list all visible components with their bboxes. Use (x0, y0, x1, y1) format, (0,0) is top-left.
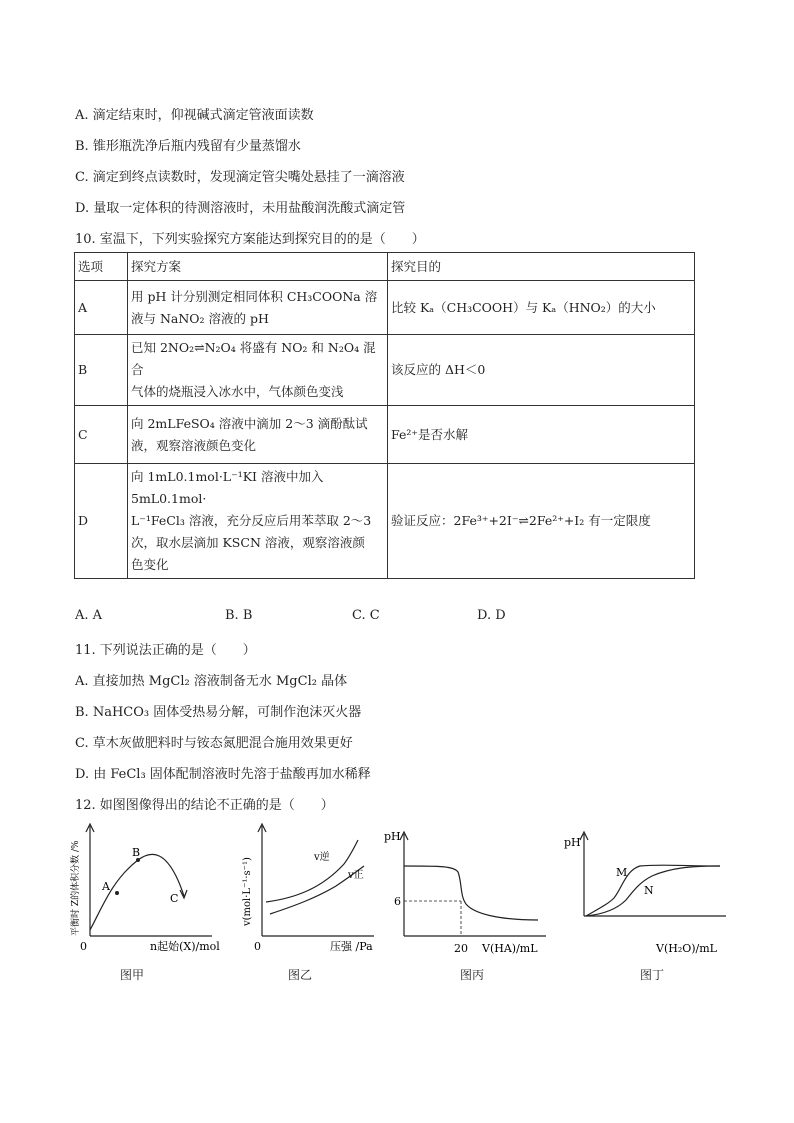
table-row (75, 281, 695, 335)
q10-choice-b: B. B (225, 608, 253, 623)
label-c: C (170, 892, 179, 905)
row-c-purpose: Fe²⁺是否水解 (388, 406, 695, 464)
graph-bing (380, 826, 560, 958)
origin-label: 0 (254, 940, 261, 953)
label-a: A (102, 880, 110, 893)
row-b-purpose: 该反应的 ΔH＜0 (388, 335, 695, 406)
curve-v-ni-label: v逆 (314, 852, 330, 863)
origin-label: 0 (80, 940, 87, 953)
q11-option-b: B. NaHCO₃ 固体受热易分解，可制作泡沫灭火器 (75, 705, 362, 720)
x-axis-label: 压强 /Pa (330, 940, 373, 953)
graph-yi (236, 818, 386, 958)
table-row (75, 406, 695, 464)
q9-option-a: A. 滴定结束时，仰视碱式滴定管液面读数 (75, 108, 314, 123)
q10-choice-d: D. D (477, 608, 506, 623)
q11-stem: 11. 下列说法正确的是（ ） (75, 643, 256, 658)
x-axis-label: n起始(X)/mol (150, 940, 220, 953)
row-c-option: C (75, 406, 128, 464)
x-axis-label: V(HA)/mL (482, 942, 538, 955)
row-a-plan (128, 281, 388, 335)
q10-choice-a: A. A (75, 608, 103, 623)
label-b: B (132, 846, 141, 859)
header-purpose: 探究目的 (388, 253, 695, 281)
row-d-purpose: 验证反应：2Fe³⁺+2I⁻⇌2Fe²⁺+I₂ 有一定限度 (388, 464, 695, 579)
y-tick-6: 6 (394, 895, 401, 908)
caption-yi: 图乙 (288, 968, 313, 982)
point-a (115, 891, 119, 895)
graph-ding (560, 826, 740, 958)
table-row (75, 464, 695, 579)
caption-jia: 图甲 (120, 968, 145, 982)
q9-option-b: B. 锥形瓶洗净后瓶内残留有少量蒸馏水 (75, 139, 301, 154)
curve-n-label: N (644, 884, 654, 897)
y-axis-label: pH (564, 836, 581, 849)
x-axis-label: V(H₂O)/mL (656, 942, 717, 955)
plan-line: 次，取水层滴加 KSCN 溶液，观察溶液颜 (131, 535, 365, 550)
row-a-option: A (75, 281, 128, 335)
row-a-purpose: 比较 Kₐ（CH₃COOH）与 Kₐ（HNO₂）的大小 (388, 281, 695, 335)
q9-option-c: C. 滴定到终点读数时，发现滴定管尖嘴处悬挂了一滴溶液 (75, 170, 405, 185)
curve-v-zheng-label: v正 (348, 870, 364, 881)
q10-choices (75, 608, 595, 628)
row-d-option: D (75, 464, 128, 579)
plan-line: 气体的烧瓶浸入冰水中，气体颜色变浅 (131, 384, 344, 399)
q10-choice-c: C. C (352, 608, 380, 623)
plan-line: 向 2mLFeSO₄ 溶液中滴加 2～3 滴酚酞试 (131, 415, 368, 431)
plan-line: 液，观察溶液颜色变化 (131, 437, 257, 453)
caption-bing: 图丙 (460, 968, 485, 982)
q9-option-d: D. 量取一定体积的待测溶液时，未用盐酸润洗酸式滴定管 (75, 201, 406, 216)
table-row (75, 335, 695, 406)
plan-line: 液与 NaNO₂ 溶液的 pH (131, 310, 269, 326)
q11-option-d: D. 由 FeCl₃ 固体配制溶液时先溶于盐酸再加水稀释 (75, 767, 371, 782)
plan-line: 用 pH 计分别测定相同体积 CH₃COONa 溶 (131, 288, 378, 304)
plan-line: 向 1mL0.1mol·L⁻¹KI 溶液中加入 5mL0.1mol· (131, 469, 324, 506)
x-tick-20: 20 (454, 942, 468, 955)
row-b-plan (128, 335, 388, 406)
row-d-plan (128, 464, 388, 579)
plan-line: 色变化 (131, 557, 169, 572)
q12-stem: 12. 如图图像得出的结论不正确的是（ ） (75, 798, 334, 813)
header-option: 选项 (75, 253, 128, 281)
table-header-row (75, 253, 695, 281)
q11-option-c: C. 草木灰做肥料时与铵态氮肥混合施用效果更好 (75, 736, 353, 751)
graph-jia (62, 818, 232, 958)
header-plan: 探究方案 (128, 253, 388, 281)
y-axis-label: pH (384, 830, 401, 843)
y-axis-label: 平衡时 Z的体积分数 /% (71, 840, 81, 936)
plan-line: 已知 2NO₂⇌N₂O₄ 将盛有 NO₂ 和 N₂O₄ 混合 (131, 340, 376, 377)
q10-table (74, 252, 695, 579)
caption-ding: 图丁 (640, 968, 665, 982)
q11-option-a: A. 直接加热 MgCl₂ 溶液制备无水 MgCl₂ 晶体 (75, 674, 348, 689)
curve-m-label: M (616, 866, 628, 879)
plan-line: L⁻¹FeCl₃ 溶液，充分反应后用苯萃取 2～3 (131, 513, 372, 528)
q10-stem: 10. 室温下，下列实验探究方案能达到探究目的的是（ ） (75, 232, 425, 247)
row-b-option: B (75, 335, 128, 406)
y-axis-label: v(mol·L⁻¹·s⁻¹) (242, 857, 253, 926)
row-c-plan (128, 406, 388, 464)
